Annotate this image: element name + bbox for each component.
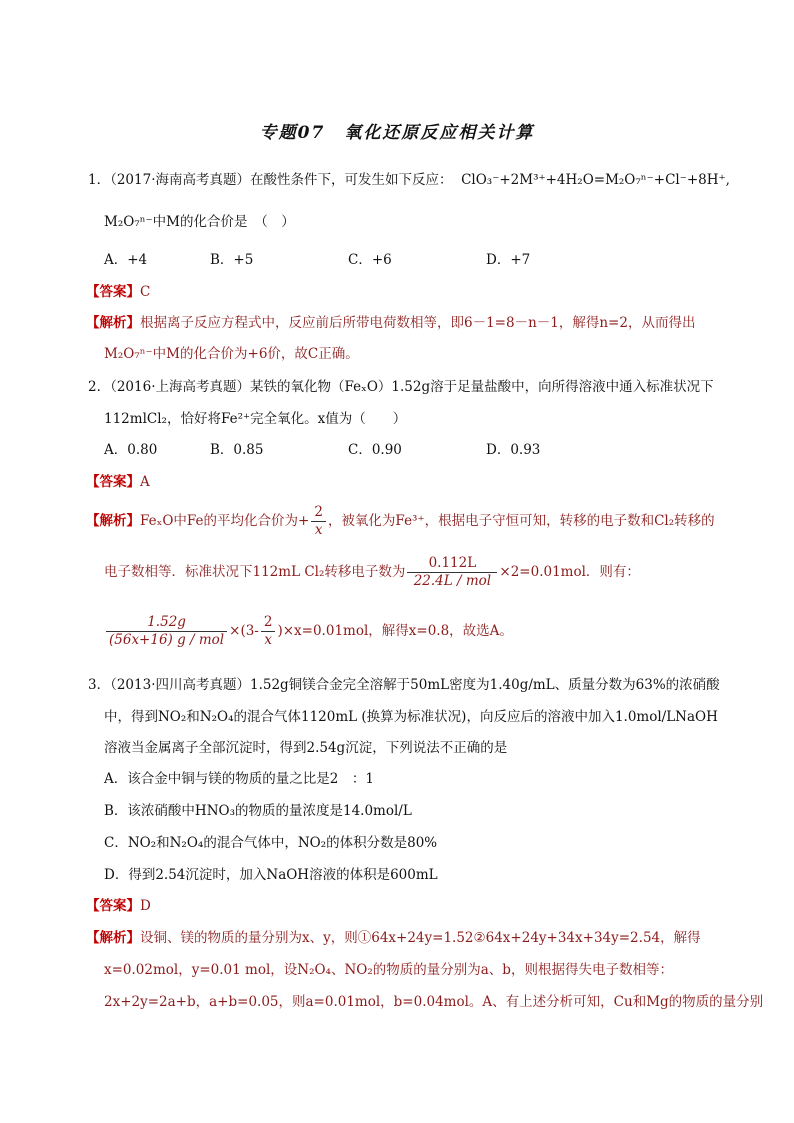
- q3-answer: [86, 896, 151, 916]
- q1-option-b: B．+5: [210, 252, 254, 268]
- q2-analysis-line3: [104, 612, 513, 650]
- answer-tag: 【答案】: [86, 474, 140, 490]
- analysis-tag: 【解析】: [86, 930, 140, 946]
- q1-analysis1: 根据离子反应方程式中，反应前后所带电荷数相等，即6－1=8－n－1，解得n=2，从而得出: [140, 315, 696, 331]
- q2-stem2: 112mlCl₂，恰好将Fe²⁺完全氧化。x值为（ ）: [104, 411, 407, 427]
- q2-stem1: 2．（2016·上海高考真题）某铁的氧化物（FeₓO）1.52g溶于足量盐酸中，向所得溶液中通入标准状况下: [88, 379, 714, 395]
- frac-den: x: [264, 632, 272, 648]
- q2-a3-mid: ×(3-: [229, 623, 259, 639]
- q2-a1-pre: FeₓO中Fe的平均化合价为+: [140, 513, 310, 529]
- answer-tag: 【答案】: [86, 284, 140, 300]
- frac-den: (56x+16) g / mol: [109, 632, 225, 648]
- fraction-2-over-x: [311, 504, 326, 539]
- q2-option-d: D．0.93: [486, 442, 541, 458]
- frac-num: 2: [311, 504, 326, 522]
- q1-analysis-line2: M₂O₇ⁿ⁻中M的化合价为+6价，故C正确。: [104, 346, 359, 362]
- q1-option-c: C．+6: [348, 252, 392, 268]
- frac-num: 1.52g: [106, 614, 227, 632]
- q2-a3-post: )×x=0.01mol，解得x=0.8，故选A。: [277, 623, 513, 639]
- q2-analysis-line2: [104, 553, 640, 591]
- q1-answer-value: C: [140, 284, 151, 300]
- answer-tag: 【答案】: [86, 898, 140, 914]
- q3-option-c: C．NO₂和N₂O₄的混合气体中，NO₂的体积分数是80%: [104, 835, 438, 851]
- frac-den: 22.4L / mol: [413, 573, 492, 589]
- q2-option-c: C．0.90: [348, 442, 402, 458]
- q3-stem2: 中，得到NO₂和N₂O₄的混合气体1120mL (换算为标准状况)，向反应后的溶液中加入1.0mol/LNaOH: [104, 709, 718, 725]
- q3-option-d: D．得到2.54沉淀时，加入NaOH溶液的体积是600mL: [104, 867, 438, 883]
- q1-stem: [88, 170, 730, 190]
- q1-option-a: A．+4: [104, 252, 148, 268]
- q3-analysis-line3: 2x+2y=2a+b，a+b=0.05，则a=0.01mol，b=0.04mol。A、有上述分析可知，Cu和Mg的物质的量分别: [104, 994, 764, 1010]
- q3-stem3: 溶液当金属离子全部沉淀时，得到2.54g沉淀，下列说法不正确的是: [104, 740, 508, 756]
- q1-analysis-line1: [86, 313, 695, 333]
- fraction-volume-over-molar: [407, 555, 497, 590]
- q2-a2-pre: 电子数相等．标准状况下112mL Cl₂转移电子数为: [104, 564, 406, 580]
- page-title: 专题07 氧化还原反应相关计算: [259, 123, 535, 143]
- frac-den: x: [314, 522, 323, 538]
- q3-stem1: 3．（2013·四川高考真题）1.52g铜镁合金完全溶解于50mL密度为1.40g/mL、质量分数为63%的浓硝酸: [88, 677, 720, 693]
- q1-option-d: D．+7: [486, 252, 531, 268]
- q2-option-a: A．0.80: [104, 442, 158, 458]
- q2-answer: [86, 472, 150, 492]
- frac-num: 2: [261, 614, 276, 632]
- q3-option-b: B．该浓硝酸中HNO₃的物质的量浓度是14.0mol/L: [104, 803, 412, 819]
- q2-analysis-line1: [86, 502, 715, 540]
- analysis-tag: 【解析】: [86, 315, 140, 331]
- q1-stem2: M₂O₇ⁿ⁻中M的化合价是 （ ）: [104, 214, 295, 230]
- q3-analysis-line2: x=0.02mol，y=0.01 mol，设N₂O₄、NO₂的物质的量分别为a、b，则根据得失电子数相等：: [104, 962, 673, 978]
- q3-option-a: A．该合金中铜与镁的物质的量之比是2 ：1: [104, 771, 374, 787]
- q2-option-b: B．0.85: [210, 442, 264, 458]
- q1-stem-text: 1．（2017·海南高考真题）在酸性条件下，可发生如下反应：: [88, 172, 453, 188]
- fraction-2-over-x: [261, 614, 276, 649]
- q2-a2-post: ×2=0.01mol．则有：: [499, 564, 640, 580]
- q2-answer-value: A: [140, 474, 150, 490]
- q3-analysis-line1: [86, 928, 701, 948]
- q3-analysis1: 设铜、镁的物质的量分别为x、y，则①64x+24y=1.52②64x+24y+34x+34y=2.54，解得: [140, 930, 701, 946]
- q1-answer: [86, 282, 150, 302]
- fraction-mass-over-molar: [106, 614, 227, 649]
- frac-num: 0.112L: [407, 555, 497, 573]
- q1-equation: ClO₃⁻+2M³⁺+4H₂O=M₂O₇ⁿ⁻+Cl⁻+8H⁺,: [461, 172, 730, 188]
- q2-a1-post: ，被氧化为Fe³⁺，根据电子守恒可知，转移的电子数和Cl₂转移的: [327, 513, 715, 529]
- q3-answer-value: D: [140, 898, 151, 914]
- analysis-tag: 【解析】: [86, 513, 140, 529]
